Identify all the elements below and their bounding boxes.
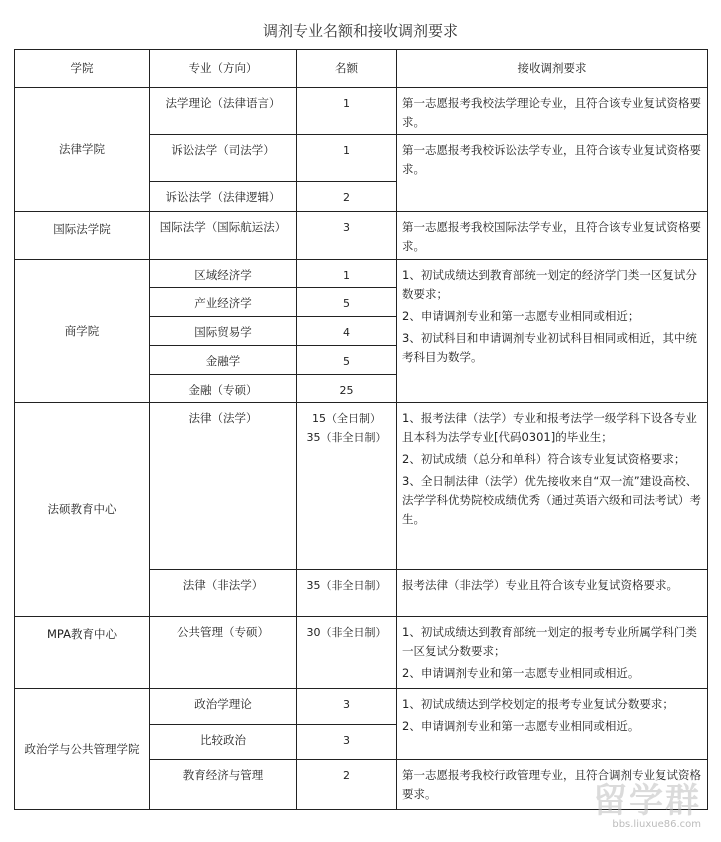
- watermark-url: bbs.liuxue86.com: [612, 819, 701, 830]
- table-row: [15, 212, 708, 260]
- requirement-line: 3、全日制法律（法学）优先接收来自“双一流”建设高校、法学学科优势院校成绩优秀（通过英语六级和司法考试）考生。: [402, 474, 701, 526]
- requirement-cell: 第一志愿报考我校行政管理专业，且符合调剂专业复试资格要求。: [397, 760, 708, 810]
- school-law: 法律学院: [15, 88, 150, 212]
- major-cell: 金融（专硕）: [150, 375, 297, 403]
- major-cell: 教育经济与管理: [150, 760, 297, 810]
- adjustment-table: [14, 49, 708, 810]
- header-major: 专业（方向）: [150, 50, 297, 88]
- requirement-cell: [397, 617, 708, 689]
- table-row: [15, 689, 708, 725]
- quota-cell: 2: [297, 760, 397, 810]
- requirement-cell: 第一志愿报考我校法学理论专业，且符合该专业复试资格要求。: [397, 88, 708, 135]
- quota-cell: 35（非全日制）: [297, 570, 397, 617]
- major-cell: 法律（非法学）: [150, 570, 297, 617]
- requirement-cell: 第一志愿报考我校诉讼法学专业，且符合该专业复试资格要求。: [397, 135, 708, 212]
- school-mpa: MPA教育中心: [15, 617, 150, 689]
- header-row: [15, 50, 708, 88]
- school-biz: 商学院: [15, 260, 150, 403]
- requirement-line: 1、初试成绩达到学校划定的报考专业复试分数要求；: [402, 697, 674, 711]
- header-quota: 名额: [297, 50, 397, 88]
- major-cell: 比较政治: [150, 725, 297, 760]
- quota-cell: 3: [297, 725, 397, 760]
- requirement-cell: 第一志愿报考我校国际法学专业，且符合该专业复试资格要求。: [397, 212, 708, 260]
- requirement-cell: 报考法律（非法学）专业且符合该专业复试资格要求。: [397, 570, 708, 617]
- table-row: [15, 88, 708, 135]
- major-cell: 公共管理（专硕）: [150, 617, 297, 689]
- table-row: [15, 403, 708, 570]
- major-cell: 国际法学（国际航运法）: [150, 212, 297, 260]
- quota-cell: 4: [297, 317, 397, 346]
- table-row: [15, 617, 708, 689]
- major-cell: 诉讼法学（法律逻辑）: [150, 182, 297, 212]
- quota-cell: 5: [297, 288, 397, 317]
- requirement-line: 2、申请调剂专业和第一志愿专业相同或相近；: [402, 309, 640, 323]
- requirement-line: 2、初试成绩（总分和单科）符合该专业复试资格要求；: [402, 452, 686, 466]
- quota-cell: [297, 403, 397, 570]
- quota-cell: 5: [297, 346, 397, 375]
- quota-cell: 2: [297, 182, 397, 212]
- major-cell: 区域经济学: [150, 260, 297, 288]
- quota-parttime: 35（非全日制）: [306, 431, 387, 444]
- quota-fulltime: 15（全日制）: [312, 412, 381, 425]
- major-cell: 政治学理论: [150, 689, 297, 725]
- page-title: 调剂专业名额和接收调剂要求: [262, 22, 458, 40]
- quota-cell: 30（非全日制）: [297, 617, 397, 689]
- requirement-cell: [397, 689, 708, 760]
- quota-cell: 1: [297, 260, 397, 288]
- requirement-line: 3、初试科目和申请调剂专业初试科目相同或相近，其中统考科目为数学。: [402, 331, 697, 364]
- quota-cell: 1: [297, 88, 397, 135]
- major-cell: 国际贸易学: [150, 317, 297, 346]
- major-cell: 诉讼法学（司法学）: [150, 135, 297, 182]
- watermark-logo: 留学群: [593, 781, 701, 821]
- header-requirement: 接收调剂要求: [397, 50, 708, 88]
- requirement-cell: [397, 403, 708, 570]
- table-row: [15, 260, 708, 288]
- major-cell: 产业经济学: [150, 288, 297, 317]
- major-cell: 金融学: [150, 346, 297, 375]
- requirement-line: 1、初试成绩达到教育部统一划定的经济学门类一区复试分数要求；: [402, 268, 697, 301]
- requirement-line: 2、申请调剂专业和第一志愿专业相同或相近。: [402, 719, 640, 733]
- quota-cell: 25: [297, 375, 397, 403]
- school-jm: 法硕教育中心: [15, 403, 150, 617]
- school-intl: 国际法学院: [15, 212, 150, 260]
- requirement-line: 1、初试成绩达到教育部统一划定的报考专业所属学科门类一区复试分数要求；: [402, 625, 697, 658]
- school-pol: 政治学与公共管理学院: [15, 689, 150, 810]
- quota-cell: 3: [297, 212, 397, 260]
- quota-cell: 3: [297, 689, 397, 725]
- major-cell: 法律（法学）: [150, 403, 297, 570]
- major-cell: 法学理论（法律语言）: [150, 88, 297, 135]
- requirement-line: 1、报考法律（法学）专业和报考法学一级学科下设各专业且本科为法学专业[代码0301]的毕业生；: [402, 411, 697, 444]
- quota-cell: 1: [297, 135, 397, 182]
- header-school: 学院: [15, 50, 150, 88]
- requirement-cell: [397, 260, 708, 403]
- requirement-line: 2、申请调剂专业和第一志愿专业相同或相近。: [402, 666, 640, 680]
